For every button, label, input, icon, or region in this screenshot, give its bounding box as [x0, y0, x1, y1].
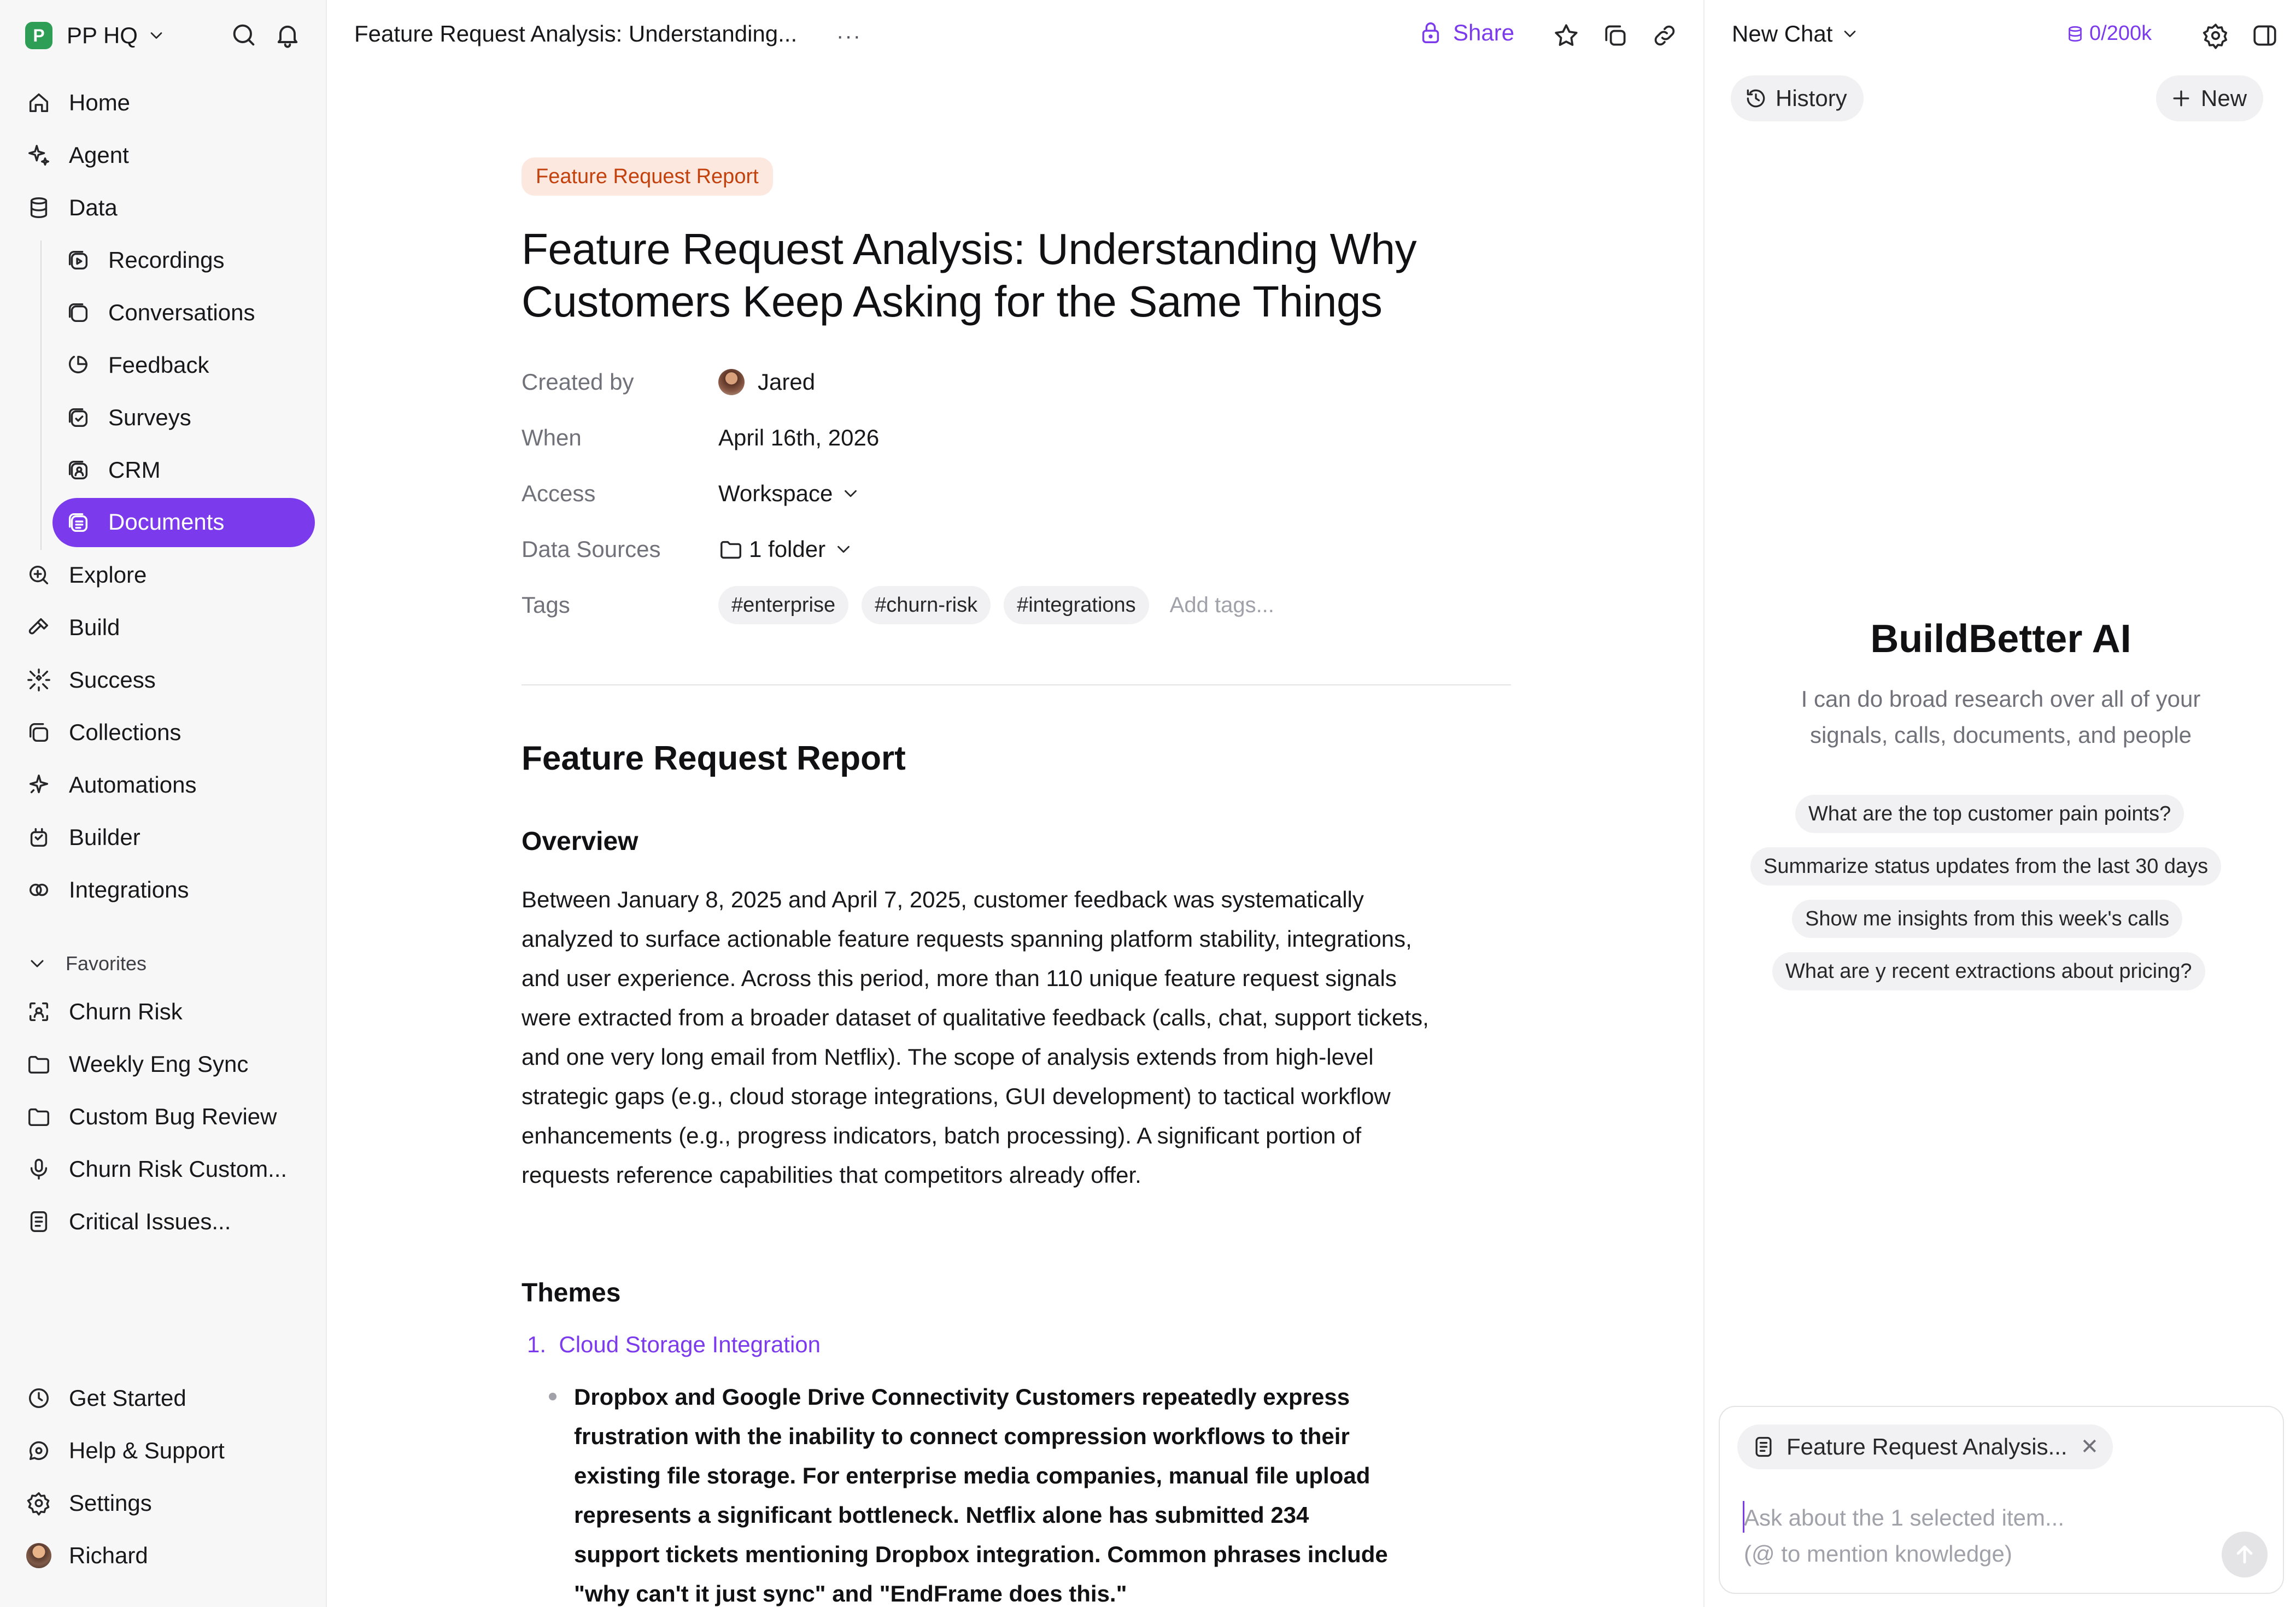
input-hint: (@ to mention knowledge): [1744, 1541, 2012, 1567]
meta-created-by: [522, 365, 1506, 399]
sidebar-item-label: Recordings: [108, 247, 225, 273]
overview-paragraph: Between January 8, 2025 and April 7, 2025, customer feedback was systematically analyzed to surface actionable feature requests spanning platform stability, integrations, and user experience. Across this period, more than 110 unique feature request signals were extracted from a broader dataset of qualitative feedback (calls, chat, support tickets, and one very long email from Netflix). The scope of analysis extends from high-level strategic gaps (e.g., cloud storage integrations, GUI development) to tactical workflow enhancements (e.g., progress indicators, batch processing). A significant portion of requests reference capabilities that competitors already offer.: [522, 887, 1429, 1188]
overview-heading: Overview: [522, 827, 639, 856]
sidebar-item-explore[interactable]: [0, 552, 327, 599]
gear-icon: [26, 1491, 51, 1516]
share-label: Share: [1453, 20, 1515, 45]
plus-icon: [2169, 86, 2193, 110]
chevron-down-icon: [833, 539, 854, 560]
database-icon: [2065, 24, 2085, 44]
document-view: [328, 0, 1703, 1607]
meta-value: [718, 369, 815, 395]
suggestion-chip[interactable]: Show me insights from this week's calls: [1792, 900, 2182, 938]
builder-icon: [26, 825, 51, 850]
document-icon: [26, 1209, 51, 1234]
favorite-item-custom-bug-review[interactable]: [0, 1093, 327, 1140]
share-button[interactable]: [1418, 20, 1514, 46]
sidebar-item-label: Explore: [69, 562, 147, 588]
meta-label: Tags: [522, 592, 570, 618]
context-chip[interactable]: [1737, 1424, 2113, 1469]
favorites-toggle[interactable]: [26, 950, 147, 977]
arrow-up-icon: [2231, 1541, 2258, 1568]
sidebar-tools: [230, 21, 302, 49]
suggestion-chip[interactable]: Summarize status updates from the last 30 days: [1750, 847, 2221, 885]
microphone-icon: [26, 1157, 51, 1182]
sidebar-item-success[interactable]: [0, 656, 327, 703]
meta-label: When: [522, 425, 582, 450]
sidebar-item-label: Integrations: [69, 877, 189, 902]
automations-icon: [26, 772, 51, 797]
add-tags-input[interactable]: Add tags...: [1169, 593, 1274, 617]
integrations-icon: [26, 877, 51, 902]
sidebar-item-label: Collections: [69, 719, 181, 745]
chevron-down-icon: [1840, 24, 1860, 44]
document-breadcrumb[interactable]: Feature Request Analysis: Understanding...: [354, 21, 798, 46]
star-icon[interactable]: [1553, 22, 1580, 49]
input-placeholder: Ask about the 1 selected item...: [1744, 1505, 2064, 1530]
credit-usage: [2065, 22, 2152, 45]
favorite-item-label: Custom Bug Review: [69, 1104, 277, 1129]
more-options-button[interactable]: ···: [836, 24, 862, 48]
sidebar: [0, 0, 327, 1607]
sidebar-item-label: Settings: [69, 1490, 152, 1516]
access-dropdown[interactable]: [718, 480, 861, 507]
report-heading: Feature Request Report: [522, 740, 906, 777]
home-icon: [26, 90, 51, 115]
database-icon: [26, 195, 51, 220]
data-sources-dropdown[interactable]: [718, 536, 854, 562]
sidebar-item-label: Home: [69, 90, 131, 115]
sidebar-item-label: Success: [69, 667, 156, 693]
new-label: New: [2201, 85, 2247, 111]
tag-chip[interactable]: #churn-risk: [862, 586, 991, 624]
favorite-item-label: Churn Risk Custom...: [69, 1156, 288, 1182]
tag-chip[interactable]: #integrations: [1004, 586, 1149, 624]
sidebar-item-conversations[interactable]: [0, 289, 327, 336]
sidebar-item-build[interactable]: [0, 604, 327, 651]
chat-support-icon: [26, 1438, 51, 1463]
creator-name: Jared: [758, 369, 816, 395]
document-topbar: [328, 0, 1703, 71]
sidebar-item-collections[interactable]: [0, 709, 327, 756]
suggestion-chip[interactable]: What are y recent extractions about pricing?: [1772, 952, 2205, 990]
favorite-item-label: Weekly Eng Sync: [69, 1051, 249, 1077]
chat-composer: [1719, 1406, 2284, 1594]
sidebar-item-feedback[interactable]: [0, 342, 327, 389]
sources-value: 1 folder: [749, 536, 826, 562]
sidebar-item-label: Conversations: [108, 300, 255, 325]
explore-icon: [26, 562, 51, 588]
history-icon: [1744, 86, 1768, 110]
sidebar-item-builder[interactable]: [0, 814, 327, 861]
hammer-icon: [26, 615, 51, 640]
meta-label: Created by: [522, 369, 634, 395]
workspace-name: PP HQ: [67, 22, 138, 48]
sidebar-item-surveys[interactable]: [0, 394, 327, 441]
sidebar-item-label: Automations: [69, 772, 197, 797]
surveys-icon: [66, 405, 91, 430]
meta-access: [522, 477, 1506, 511]
success-icon: [26, 667, 51, 693]
sidebar-item-label: Get Started: [69, 1385, 186, 1411]
sidebar-item-recordings[interactable]: [0, 237, 327, 284]
sidebar-item-get-started[interactable]: [0, 1375, 327, 1422]
sidebar-item-data[interactable]: [0, 184, 327, 231]
document-icon: [1752, 1435, 1776, 1459]
document-title[interactable]: Feature Request Analysis: Understanding Why Customers Keep Asking for the Same Things: [522, 225, 1417, 326]
favorite-item-critical-issues[interactable]: [0, 1198, 327, 1245]
meta-value: [718, 425, 879, 451]
chevron-down-icon: [147, 26, 166, 45]
sidebar-item-label: Help & Support: [69, 1438, 225, 1463]
history-button[interactable]: [1731, 75, 1864, 121]
sidebar-item-documents[interactable]: [0, 498, 327, 545]
link-icon[interactable]: [1651, 22, 1678, 49]
sidebar-item-label: Build: [69, 614, 120, 640]
sidebar-item-settings[interactable]: [0, 1480, 327, 1527]
close-icon[interactable]: ✕: [2080, 1435, 2099, 1459]
suggestion-chip[interactable]: What are the top customer pain points?: [1795, 795, 2184, 833]
themes-heading: Themes: [522, 1278, 621, 1307]
feedback-icon: [66, 353, 91, 378]
sidebar-item-label: Feedback: [108, 352, 209, 378]
date-value: April 16th, 2026: [718, 425, 880, 450]
user-profile[interactable]: [0, 1532, 327, 1579]
folder-icon: [718, 537, 743, 562]
favorite-item-churn-risk-custom[interactable]: [0, 1146, 327, 1193]
chat-selector[interactable]: [1732, 21, 1860, 47]
tag-list: [718, 586, 1274, 624]
avatar: [718, 369, 745, 395]
panel-toggle-icon[interactable]: [2251, 22, 2279, 49]
access-value: Workspace: [718, 480, 833, 506]
meta-tags: [522, 588, 1506, 622]
sidebar-item-agent[interactable]: [0, 132, 327, 179]
sidebar-item-label: Builder: [69, 824, 140, 850]
new-chat-button[interactable]: [2156, 75, 2263, 121]
tag-chip[interactable]: #enterprise: [718, 586, 848, 624]
sidebar-item-label: Documents: [108, 509, 225, 535]
favorite-item-label: Critical Issues...: [69, 1209, 231, 1234]
favorite-item-weekly-eng-sync[interactable]: [0, 1041, 327, 1088]
divider: [522, 684, 1511, 685]
sidebar-item-label: CRM: [108, 457, 161, 483]
chat-input[interactable]: [1744, 1500, 2225, 1572]
sparkle-icon: [26, 143, 51, 168]
chevron-down-icon: [26, 953, 48, 975]
bell-icon[interactable]: [273, 21, 302, 49]
conversations-icon: [66, 300, 91, 325]
sidebar-item-help-support[interactable]: [0, 1427, 327, 1474]
ai-chat-panel: [1703, 0, 2296, 1607]
crm-icon: [66, 458, 91, 483]
meta-label: Data Sources: [522, 536, 661, 562]
sidebar-item-label: Data: [69, 195, 118, 220]
sidebar-item-automations[interactable]: [0, 761, 327, 808]
meta-data-sources: [522, 532, 1506, 566]
lock-icon: [1418, 20, 1443, 45]
gear-icon[interactable]: [2202, 22, 2229, 49]
theme-link[interactable]: 1. Cloud Storage Integration: [527, 1332, 821, 1357]
collections-icon: [26, 720, 51, 745]
scan-icon: [26, 999, 51, 1024]
favorites-label: Favorites: [66, 952, 147, 975]
sidebar-item-integrations[interactable]: [0, 866, 327, 913]
sidebar-item-label: Surveys: [108, 404, 191, 430]
history-label: History: [1776, 85, 1847, 111]
meta-when: [522, 421, 1506, 455]
sidebar-item-label: Agent: [69, 142, 129, 168]
context-chip-label: Feature Request Analysis...: [1787, 1434, 2067, 1459]
chevron-down-icon: [840, 483, 861, 504]
clock-icon: [26, 1386, 51, 1411]
meta-label: Access: [522, 480, 596, 506]
copy-icon[interactable]: [1602, 22, 1629, 49]
bullet-marker: [549, 1393, 557, 1400]
theme-bullet: Dropbox and Google Drive Connectivity Customers repeatedly express frustration with the inability to connect compression workflows to their existing file storage. For enterprise media companies, manual file upload represents a significant bottleneck. Netflix alone has submitted 234 support tickets mentioning Dropbox integration. Common phrases include "why can't it just sync" and "EndFrame does this.": [574, 1384, 1388, 1606]
chat-title: New Chat: [1732, 21, 1833, 46]
workspace-logo: P: [25, 22, 52, 49]
sidebar-item-crm[interactable]: [0, 447, 327, 494]
avatar: [26, 1543, 51, 1568]
assistant-subtitle: I can do broad research over all of your signals, calls, documents, and people: [1801, 686, 2201, 748]
folder-icon: [26, 1104, 51, 1129]
credit-count: 0/200k: [2089, 22, 2152, 45]
documents-icon: [66, 510, 91, 535]
send-button[interactable]: [2222, 1532, 2268, 1577]
favorite-item-label: Churn Risk: [69, 999, 183, 1024]
assistant-title: BuildBetter AI: [1870, 617, 2131, 661]
user-name: Richard: [69, 1543, 148, 1568]
folder-icon: [26, 1052, 51, 1077]
favorite-item-churn-risk[interactable]: [0, 988, 327, 1035]
workspace-switcher[interactable]: [25, 20, 166, 51]
document-type-tag: Feature Request Report: [522, 157, 773, 196]
sidebar-item-home[interactable]: [0, 79, 327, 126]
recordings-icon: [66, 248, 91, 273]
search-icon[interactable]: [230, 21, 258, 49]
